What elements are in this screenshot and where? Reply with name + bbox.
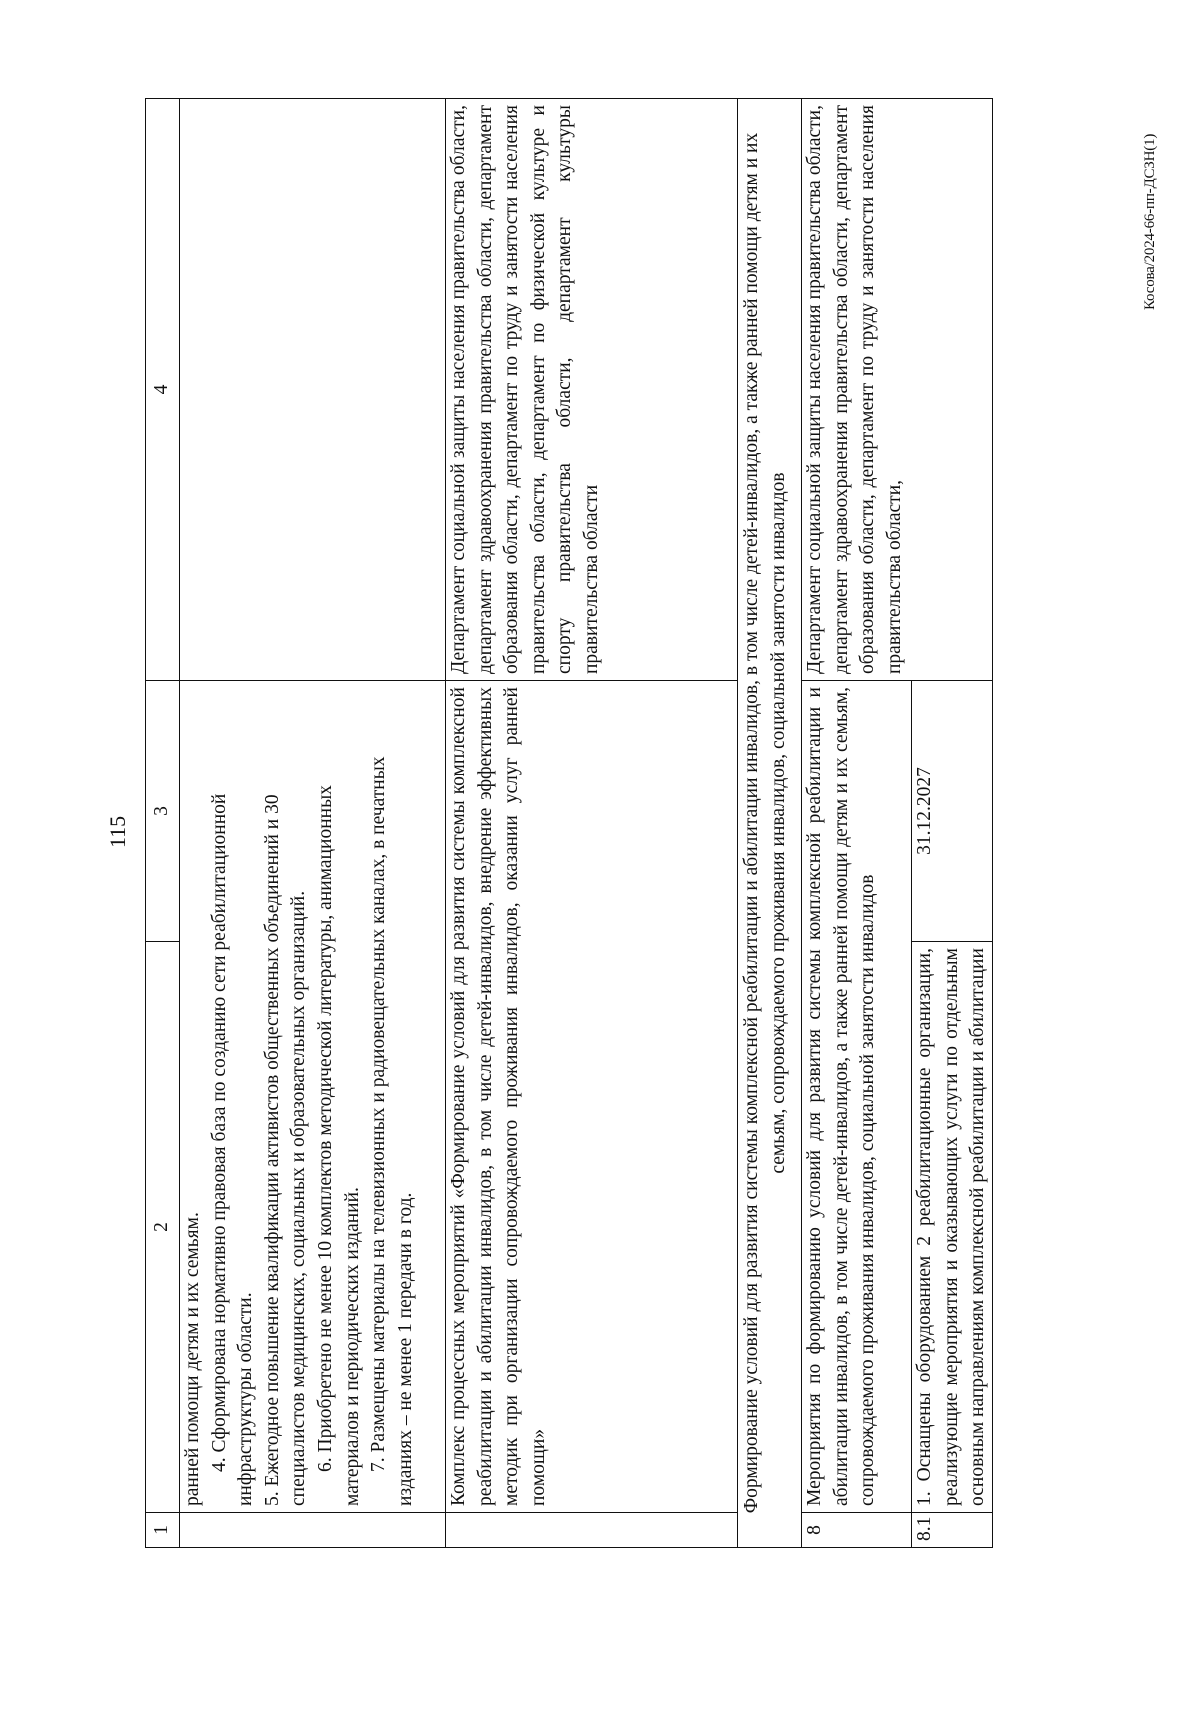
continuation-responsible-cell — [180, 99, 446, 681]
section-row — [738, 99, 802, 1548]
header-col-1: 1 — [146, 1513, 180, 1548]
result-item-5: 5. Ежегодное повышение квалификации активистов общественных объединений и 30 специалистов медицинских, социальных и образовательных организаций. — [261, 794, 310, 1506]
complex-responsible-cell: Департамент социальной защиты населения правительства области, департамент здравоохранения правительства области, департамент образования области, департамент по труду и занятости населения правительства области, департамент по физической культуре и спорту правительства области, департамент культуры правительства области — [446, 99, 738, 681]
row-8-1-date: 31.12.2027 — [912, 681, 993, 942]
continuation-result-cell — [180, 681, 446, 1513]
header-col-3: 3 — [146, 681, 180, 942]
header-row — [146, 99, 180, 1548]
continuation-number-cell — [180, 1513, 446, 1548]
header-col-2: 2 — [146, 942, 180, 1513]
document-id: Косова/2024-66-пп-ДСЗН(1) — [1142, 133, 1158, 310]
row-8-text: Мероприятия по формированию условий для развития системы комплексной реабилитации и абилитации инвалидов, в том числе детей-инвалидов, а также ранней помощи детям и их семьям, сопровождаемого проживания инвалидов, социальной занятости инвалидов — [802, 681, 912, 1513]
row-8 — [802, 99, 912, 1548]
complex-row — [446, 99, 738, 1548]
result-item-4: 4. Сформирована нормативно правовая база по созданию сети реабилитационной инфраструктуры области. — [208, 793, 257, 1506]
section-title: Формирование условий для развития системы комплексной реабилитации и абилитации инвалидов, в том числе детей-инвалидов, а также ранней помощи детям и их семьям, сопровождаемого проживания инвалидов, социальной занятости инвалидов — [738, 99, 802, 1548]
result-line: ранней помощи детям и их семьям. — [182, 1212, 203, 1506]
complex-number-cell — [446, 1513, 738, 1548]
page-number: 115 — [105, 815, 130, 848]
row-8-1-number: 8.1 — [912, 1513, 993, 1548]
measures-table — [145, 98, 993, 1548]
result-item-7: 7. Размещены материалы на телевизионных и радиовещательных каналах, в печатных изданиях – не менее 1 передачи в год. — [368, 756, 416, 1506]
row-8-number: 8 — [802, 1513, 912, 1548]
header-col-4: 4 — [146, 99, 180, 681]
continuation-row — [180, 99, 446, 1548]
row-8-1-text: 1. Оснащены оборудованием 2 реабилитационные организации, реализующие мероприятия и оказывающих услуги по отдельным основным направлениям комплексной реабилитации и абилитации — [912, 942, 993, 1513]
complex-title-cell: Комплекс процессных мероприятий «Формирование условий для развития системы комплексной реабилитации и абилитации инвалидов, в том числе детей-инвалидов, внедрение эффективных методик при организации сопровождаемого проживания инвалидов, оказании услуг ранней помощи» — [446, 681, 738, 1513]
row-8-responsible: Департамент социальной защиты населения правительства области, департамент здравоохранения правительства области, департамент образования области, департамент по труду и занятости населения правительства области, — [802, 99, 993, 681]
result-item-6: 6. Приобретено не менее 10 комплектов методической литературы, анимационных материалов и периодических изданий. — [314, 785, 363, 1506]
